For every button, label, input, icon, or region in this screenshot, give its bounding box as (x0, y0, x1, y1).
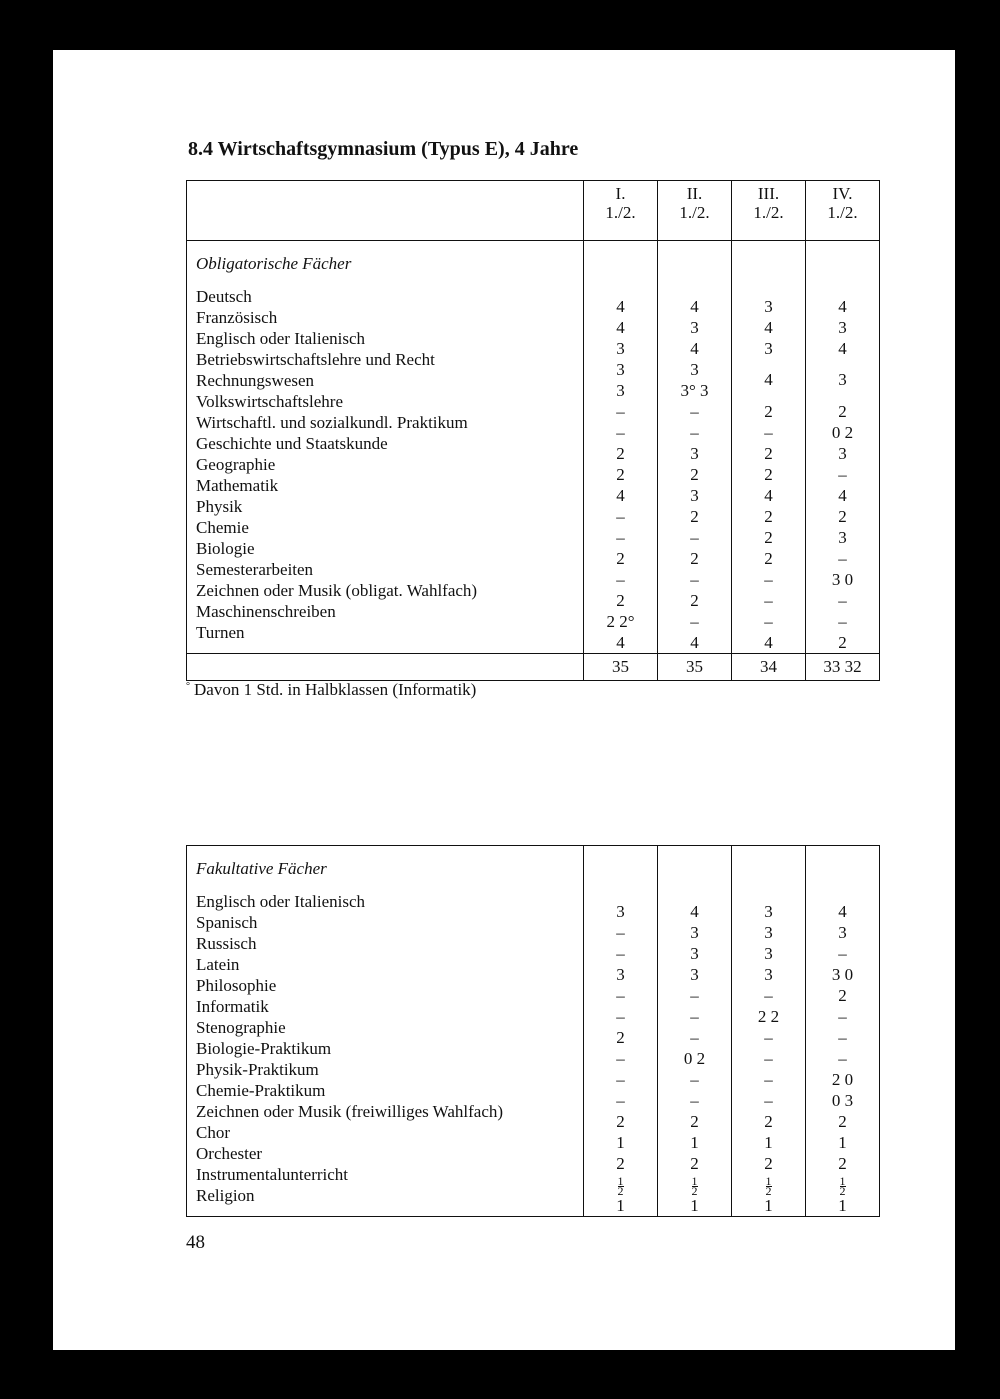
table-cell: 4 (838, 297, 847, 316)
table-cell: 0 3 (831, 1091, 854, 1110)
table-cell: 2 (616, 1154, 625, 1173)
table-cell: 3 (690, 965, 699, 984)
table-cell: 3 (690, 486, 699, 505)
table-cell: 2 (616, 549, 625, 568)
table-cell: 2 (764, 402, 773, 421)
subject-name: Englisch oder Italienisch (196, 892, 366, 911)
table-cell: 2 (764, 528, 773, 547)
subject-name: Semesterarbeiten (196, 560, 314, 579)
table-cell: 3 (838, 528, 847, 547)
table-cell: – (616, 507, 625, 526)
subject-name: Chemie-Praktikum (196, 1081, 326, 1100)
table-cell: 2 (764, 1112, 773, 1131)
table-cell: 3 0 (831, 965, 854, 984)
table-cell: 2 (690, 507, 699, 526)
table-cell: 2 (764, 444, 773, 463)
denominator: 2 (839, 1183, 846, 1198)
table-cell: 2 2 (757, 1007, 780, 1026)
subject-list (187, 286, 583, 643)
year-1-column (584, 241, 658, 654)
table-cell: 3° 3 (680, 381, 709, 400)
year-2-column (658, 846, 732, 1217)
table-cell: 2 2° (606, 612, 635, 631)
subject-name: Volkswirtschaftslehre (196, 392, 343, 411)
denominator: 2 (765, 1183, 772, 1198)
header-year-2: II. 1./2. (658, 181, 732, 241)
table-cell: – (764, 1049, 773, 1068)
table-cell: – (616, 944, 625, 963)
total-year-2: 35 (658, 654, 732, 681)
table-cell: – (616, 423, 625, 442)
table-cell: 1 (838, 1196, 847, 1215)
table-cell: – (764, 986, 773, 1005)
table-cell: – (838, 1049, 847, 1068)
table-cell: 2 (690, 1154, 699, 1173)
table-cell: 2 (838, 986, 847, 1005)
table-cell: – (838, 549, 847, 568)
fraction (617, 1173, 624, 1198)
table-cell: – (838, 944, 847, 963)
table-cell: – (764, 591, 773, 610)
subject-name: Orchester (196, 1144, 263, 1163)
table-cell: 1 (764, 1133, 773, 1152)
table-cell: 3 (764, 902, 773, 921)
table-body-row (187, 846, 880, 1217)
subject-name: Englisch oder Italienisch (196, 329, 366, 348)
table-cell: 1 (616, 1196, 625, 1215)
table-cell: – (690, 1028, 699, 1047)
table-cell: – (616, 1091, 625, 1110)
denominator: 2 (691, 1183, 698, 1198)
table-cell: 2 (616, 1112, 625, 1131)
table-cell: 1 (616, 1133, 625, 1152)
section-heading: Fakultative Fächer (196, 859, 327, 878)
subject-list (187, 891, 583, 1164)
numerator: 1 (765, 1173, 772, 1188)
table-cell: – (764, 612, 773, 631)
subject-name: Chor (196, 1123, 230, 1142)
table-cell: – (838, 612, 847, 631)
subject-name: Stenographie (196, 1018, 286, 1037)
subject-name: Physik (196, 497, 243, 516)
table-cell: 3 (690, 923, 699, 942)
table-cell: 2 (690, 549, 699, 568)
stacked-cells (584, 359, 657, 401)
table-cell: 2 (764, 507, 773, 526)
subject-name: Chemie (196, 518, 249, 537)
total-year-4: 33 32 (806, 654, 880, 681)
table-cell: – (616, 570, 625, 589)
subject-name: Physik-Praktikum (196, 1060, 319, 1079)
totals-row (187, 654, 880, 681)
subject-name: Maschinenschreiben (196, 602, 336, 621)
table-cell: – (838, 591, 847, 610)
table-cell: – (690, 1007, 699, 1026)
table-cell: 3 (616, 902, 625, 921)
table-cell: 2 (690, 591, 699, 610)
table-cell: – (616, 1007, 625, 1026)
fraction (765, 1173, 772, 1198)
year-3-column (732, 846, 806, 1217)
table-cell: 2 (764, 1154, 773, 1173)
table-cell: – (616, 402, 625, 421)
table-cell: 3 (616, 381, 625, 400)
optional-subjects-table (186, 845, 880, 1217)
table-cell: 3 (616, 965, 625, 984)
fraction-cell (658, 1173, 731, 1198)
table-cell: – (690, 528, 699, 547)
table-cell: 1 (838, 1133, 847, 1152)
subject-name: Zeichnen oder Musik (freiwilliges Wahlfach) (196, 1102, 504, 1121)
subject-name: Biologie-Praktikum (196, 1039, 332, 1058)
total-year-1: 35 (584, 654, 658, 681)
table-cell: 3 (690, 318, 699, 337)
merged-cell: 3 (838, 370, 847, 389)
table-cell: 2 (616, 591, 625, 610)
table-cell: 4 (616, 633, 625, 652)
table-cell: 2 (838, 1112, 847, 1131)
table-cell: – (616, 1049, 625, 1068)
table-cell: 0 2 (683, 1049, 706, 1068)
table-cell: 2 (690, 465, 699, 484)
table-cell: – (690, 986, 699, 1005)
table-cell: 3 (764, 965, 773, 984)
table-cell: 4 (690, 902, 699, 921)
table-cell: 4 (838, 902, 847, 921)
table-cell: – (690, 1091, 699, 1110)
table-cell: – (616, 528, 625, 547)
page-title: 8.4 Wirtschaftsgymnasium (Typus E), 4 Jahre (188, 138, 579, 160)
table-body-row (187, 241, 880, 654)
header-year-1: I. 1./2. (584, 181, 658, 241)
subject-name: Informatik (196, 997, 269, 1016)
table-cell: 3 (616, 360, 625, 379)
table-cell: 3 (690, 444, 699, 463)
table-cell: 3 (764, 339, 773, 358)
header-year-4: IV. 1./2. (806, 181, 880, 241)
table-cell: 1 (690, 1196, 699, 1215)
subject-name: Deutsch (196, 287, 252, 306)
stacked-cells (658, 359, 731, 401)
table-cell: – (764, 1028, 773, 1047)
table-cell: 4 (690, 297, 699, 316)
subject-name: Geschichte und Staatskunde (196, 434, 388, 453)
fraction (839, 1173, 846, 1198)
subject-name: Zeichnen oder Musik (obligat. Wahlfach) (196, 581, 478, 600)
table-cell: 0 2 (831, 423, 854, 442)
subject-name: Betriebswirtschaftslehre und Recht (196, 350, 435, 369)
numerator: 1 (691, 1173, 698, 1188)
total-year-3: 34 (732, 654, 806, 681)
table-cell: – (616, 923, 625, 942)
table-cell: 4 (764, 486, 773, 505)
table-cell: 2 (838, 507, 847, 526)
subject-name: Mathematik (196, 476, 279, 495)
table-cell: 3 (764, 297, 773, 316)
denominator: 2 (617, 1183, 624, 1198)
table-cell: 3 (838, 444, 847, 463)
table-cell: – (838, 465, 847, 484)
year-3-column (732, 241, 806, 654)
fraction (691, 1173, 698, 1198)
table-cell: – (690, 570, 699, 589)
subject-name: Philosophie (196, 976, 277, 995)
numerator: 1 (617, 1173, 624, 1188)
table-cell: 2 (838, 1154, 847, 1173)
table-cell: 1 (690, 1133, 699, 1152)
table-cell: – (616, 1070, 625, 1089)
merged-cell: 4 (764, 370, 773, 389)
table-cell: 3 (764, 923, 773, 942)
subject-instrumental: Instrumentalunterricht (196, 1165, 349, 1184)
table-cell: 3 (616, 339, 625, 358)
year-4-column (806, 241, 880, 654)
table-cell: 4 (690, 339, 699, 358)
table-cell: – (764, 570, 773, 589)
subject-name: Russisch (196, 934, 257, 953)
subject-name: Rechnungswesen (196, 371, 315, 390)
table-cell: 2 (764, 465, 773, 484)
subject-religion: Religion (196, 1186, 255, 1205)
fraction-cell (584, 1173, 657, 1198)
fraction-cell (732, 1173, 805, 1198)
table-cell: 4 (838, 339, 847, 358)
table-cell: – (764, 423, 773, 442)
table-cell: 4 (616, 486, 625, 505)
table-cell: 3 (838, 923, 847, 942)
table-cell: 3 (838, 318, 847, 337)
fraction-cell (806, 1173, 879, 1198)
table-cell: – (764, 1070, 773, 1089)
table-cell: 2 (764, 549, 773, 568)
document-page (53, 50, 955, 1350)
year-2-column (658, 241, 732, 654)
table-cell: 3 (764, 944, 773, 963)
subject-name: Französisch (196, 308, 278, 327)
numerator: 1 (839, 1173, 846, 1188)
table-cell: – (690, 612, 699, 631)
subject-name: Biologie (196, 539, 255, 558)
table-cell: 3 0 (831, 570, 854, 589)
subject-name: Geographie (196, 455, 276, 474)
page-number: 48 (186, 1232, 205, 1253)
table-cell: 2 (616, 444, 625, 463)
table-cell: 1 (764, 1196, 773, 1215)
table-cell: – (690, 1070, 699, 1089)
table-cell: – (616, 986, 625, 1005)
table-cell: 2 (616, 1028, 625, 1047)
table-cell: 4 (616, 318, 625, 337)
section-heading: Obligatorische Fächer (196, 254, 352, 273)
table-cell: 4 (764, 633, 773, 652)
table-cell: – (690, 402, 699, 421)
table-cell: – (838, 1028, 847, 1047)
table-cell: 2 (616, 465, 625, 484)
table-cell: 2 (838, 402, 847, 421)
subject-name: Latein (196, 955, 240, 974)
table-cell: – (690, 423, 699, 442)
table-cell: 3 (690, 360, 699, 379)
subject-name: Spanisch (196, 913, 258, 932)
table-cell: – (764, 1091, 773, 1110)
table-cell: 4 (764, 318, 773, 337)
table-cell: 3 (690, 944, 699, 963)
table-cell: 2 (690, 1112, 699, 1131)
subject-name: Wirtschaftl. und sozialkundl. Praktikum (196, 413, 468, 432)
subject-name: Turnen (196, 623, 245, 642)
table-cell: 2 0 (831, 1070, 854, 1089)
footnote: ° Davon 1 Std. in Halbklassen (Informatik) (186, 680, 477, 699)
header-year-3: III. 1./2. (732, 181, 806, 241)
table-cell: 4 (616, 297, 625, 316)
table-cell: 2 (838, 633, 847, 652)
year-4-column (806, 846, 880, 1217)
table-header-row (187, 181, 880, 241)
table-cell: 4 (690, 633, 699, 652)
obligatory-subjects-table (186, 180, 880, 681)
year-1-column (584, 846, 658, 1217)
table-cell: 4 (838, 486, 847, 505)
table-cell: – (838, 1007, 847, 1026)
